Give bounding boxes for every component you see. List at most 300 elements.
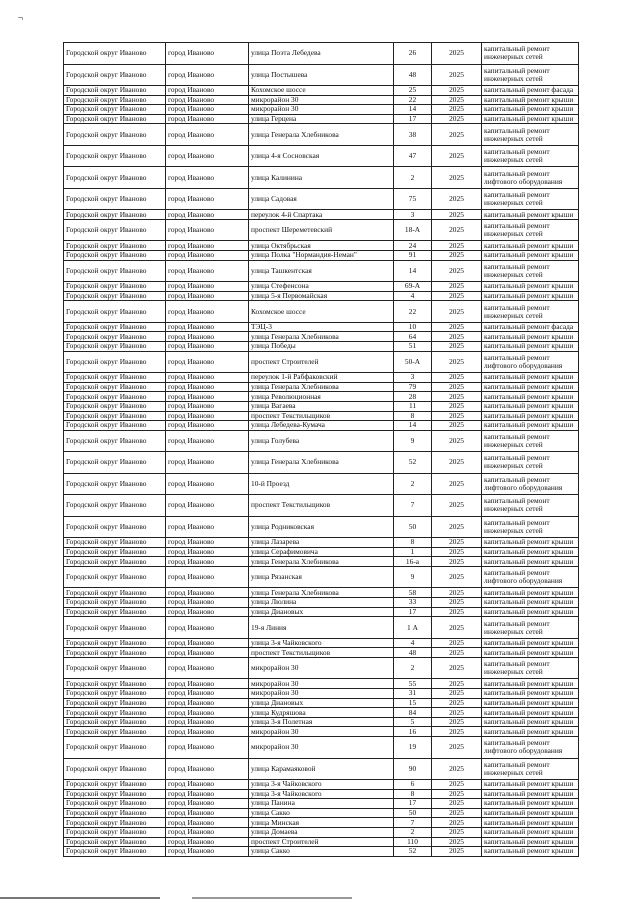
district-cell: Городской округ Иваново	[64, 114, 166, 124]
house-number-cell: 2	[394, 827, 432, 837]
year-cell: 2025	[432, 818, 482, 828]
city-cell: город Иваново	[166, 188, 249, 210]
street-cell: улица Рязанская	[249, 566, 394, 588]
city-cell: город Иваново	[166, 64, 249, 86]
table-row	[64, 698, 579, 708]
house-number-cell: 110	[394, 837, 432, 847]
city-cell: город Иваново	[166, 837, 249, 847]
district-cell: Городской округ Иваново	[64, 780, 166, 790]
district-cell: Городской округ Иваново	[64, 452, 166, 474]
street-cell: микрорайон 30	[249, 737, 394, 759]
table-row	[64, 351, 579, 373]
work-type-cell: капитальный ремонт крыши	[482, 598, 579, 608]
table-row	[64, 516, 579, 538]
street-cell: улица Кудряшова	[249, 708, 394, 718]
table-row	[64, 421, 579, 431]
street-cell: переулок 4-й Спартака	[249, 210, 394, 220]
district-cell: Городской округ Иваново	[64, 557, 166, 567]
table-row	[64, 322, 579, 332]
work-type-cell: капитальный ремонт лифтового оборудования	[482, 566, 579, 588]
table-row	[64, 411, 579, 421]
work-type-cell: капитальный ремонт лифтового оборудования	[482, 351, 579, 373]
year-cell: 2025	[432, 95, 482, 105]
year-cell: 2025	[432, 538, 482, 548]
house-number-cell: 3	[394, 210, 432, 220]
city-cell: город Иваново	[166, 495, 249, 517]
house-number-cell: 10	[394, 322, 432, 332]
house-number-cell: 17	[394, 607, 432, 617]
work-type-cell: капитальный ремонт инженерных сетей	[482, 43, 579, 65]
year-cell: 2025	[432, 516, 482, 538]
table-row	[64, 382, 579, 392]
street-cell: улица Вагаева	[249, 401, 394, 411]
year-cell: 2025	[432, 679, 482, 689]
work-type-cell: капитальный ремонт крыши	[482, 547, 579, 557]
street-cell: улица Победы	[249, 342, 394, 352]
table-row	[64, 737, 579, 759]
house-number-cell: 4	[394, 638, 432, 648]
district-cell: Городской округ Иваново	[64, 301, 166, 323]
work-type-cell: капитальный ремонт крыши	[482, 282, 579, 292]
city-cell: город Иваново	[166, 717, 249, 727]
work-type-cell: капитальный ремонт крыши	[482, 373, 579, 383]
table-row	[64, 598, 579, 608]
year-cell: 2025	[432, 114, 482, 124]
city-cell: город Иваново	[166, 210, 249, 220]
house-number-cell: 26	[394, 43, 432, 65]
district-cell: Городской округ Иваново	[64, 516, 166, 538]
work-type-cell: капитальный ремонт крыши	[482, 727, 579, 737]
table-row	[64, 588, 579, 598]
district-cell: Городской округ Иваново	[64, 219, 166, 241]
city-cell: город Иваново	[166, 322, 249, 332]
table-row	[64, 86, 579, 96]
district-cell: Городской округ Иваново	[64, 547, 166, 557]
table-row	[64, 648, 579, 658]
city-cell: город Иваново	[166, 708, 249, 718]
work-type-cell: капитальный ремонт крыши	[482, 210, 579, 220]
city-cell: город Иваново	[166, 342, 249, 352]
table-row	[64, 799, 579, 809]
city-cell: город Иваново	[166, 260, 249, 282]
district-cell: Городской округ Иваново	[64, 538, 166, 548]
house-number-cell: 15	[394, 698, 432, 708]
work-type-cell: капитальный ремонт крыши	[482, 818, 579, 828]
house-number-cell: 18-А	[394, 219, 432, 241]
work-type-cell: капитальный ремонт крыши	[482, 557, 579, 567]
district-cell: Городской округ Иваново	[64, 64, 166, 86]
house-number-cell: 50	[394, 808, 432, 818]
year-cell: 2025	[432, 105, 482, 115]
table-row	[64, 495, 579, 517]
street-cell: улица Родниковская	[249, 516, 394, 538]
year-cell: 2025	[432, 607, 482, 617]
city-cell: город Иваново	[166, 516, 249, 538]
district-cell: Городской округ Иваново	[64, 717, 166, 727]
district-cell: Городской округ Иваново	[64, 411, 166, 421]
district-cell: Городской округ Иваново	[64, 332, 166, 342]
city-cell: город Иваново	[166, 473, 249, 495]
district-cell: Городской округ Иваново	[64, 789, 166, 799]
street-cell: улица Полка "Нормандия-Неман"	[249, 251, 394, 261]
street-cell: проспект Текстильщиков	[249, 648, 394, 658]
street-cell: улица Герцена	[249, 114, 394, 124]
work-type-cell: капитальный ремонт крыши	[482, 95, 579, 105]
work-type-cell: капитальный ремонт лифтового оборудования	[482, 473, 579, 495]
district-cell: Городской округ Иваново	[64, 251, 166, 261]
street-cell: улица Лазарева	[249, 538, 394, 548]
year-cell: 2025	[432, 188, 482, 210]
street-cell: улица Генерала Хлебникова	[249, 332, 394, 342]
year-cell: 2025	[432, 557, 482, 567]
district-cell: Городской округ Иваново	[64, 373, 166, 383]
street-cell: улица Октябрьская	[249, 241, 394, 251]
city-cell: город Иваново	[166, 241, 249, 251]
street-cell: Кохомское шоссе	[249, 86, 394, 96]
street-cell: улица Минская	[249, 818, 394, 828]
work-type-cell: капитальный ремонт инженерных сетей	[482, 452, 579, 474]
city-cell: город Иваново	[166, 251, 249, 261]
district-cell: Городской округ Иваново	[64, 847, 166, 857]
work-type-cell: капитальный ремонт крыши	[482, 698, 579, 708]
street-cell: улица Садовая	[249, 188, 394, 210]
year-cell: 2025	[432, 86, 482, 96]
street-cell: улица Калинина	[249, 167, 394, 189]
work-type-cell: капитальный ремонт инженерных сетей	[482, 219, 579, 241]
year-cell: 2025	[432, 282, 482, 292]
work-type-cell: капитальный ремонт инженерных сетей	[482, 758, 579, 780]
street-cell: улица Сакко	[249, 847, 394, 857]
house-number-cell: 50	[394, 516, 432, 538]
street-cell: улица Сакко	[249, 808, 394, 818]
table-row	[64, 167, 579, 189]
work-type-cell: капитальный ремонт крыши	[482, 837, 579, 847]
house-number-cell: 69-А	[394, 282, 432, 292]
district-cell: Городской округ Иваново	[64, 124, 166, 146]
city-cell: город Иваново	[166, 827, 249, 837]
district-cell: Городской округ Иваново	[64, 145, 166, 167]
street-cell: улица Люлина	[249, 598, 394, 608]
house-number-cell: 17	[394, 114, 432, 124]
city-cell: город Иваново	[166, 43, 249, 65]
work-type-cell: капитальный ремонт крыши	[482, 717, 579, 727]
street-cell: улица Диановых	[249, 698, 394, 708]
house-number-cell: 50-А	[394, 351, 432, 373]
street-cell: улица Поэта Лебедева	[249, 43, 394, 65]
table-row	[64, 708, 579, 718]
street-cell: проспект Строителей	[249, 351, 394, 373]
year-cell: 2025	[432, 648, 482, 658]
table-row	[64, 260, 579, 282]
house-number-cell: 55	[394, 679, 432, 689]
city-cell: город Иваново	[166, 145, 249, 167]
year-cell: 2025	[432, 43, 482, 65]
house-number-cell: 84	[394, 708, 432, 718]
work-type-cell: капитальный ремонт крыши	[482, 689, 579, 699]
district-cell: Городской округ Иваново	[64, 818, 166, 828]
year-cell: 2025	[432, 737, 482, 759]
house-number-cell: 17	[394, 799, 432, 809]
house-number-cell: 64	[394, 332, 432, 342]
work-type-cell: капитальный ремонт крыши	[482, 679, 579, 689]
year-cell: 2025	[432, 638, 482, 648]
table-row	[64, 114, 579, 124]
table-row	[64, 780, 579, 790]
table-row	[64, 566, 579, 588]
house-number-cell: 52	[394, 452, 432, 474]
house-number-cell: 1	[394, 547, 432, 557]
table-row	[64, 547, 579, 557]
table-row	[64, 808, 579, 818]
city-cell: город Иваново	[166, 808, 249, 818]
year-cell: 2025	[432, 808, 482, 818]
district-cell: Городской округ Иваново	[64, 210, 166, 220]
work-type-cell: капитальный ремонт крыши	[482, 291, 579, 301]
street-cell: проспект Шереметевский	[249, 219, 394, 241]
street-cell: микрорайон 30	[249, 727, 394, 737]
table-row	[64, 124, 579, 146]
street-cell: проспект Текстильщиков	[249, 495, 394, 517]
table-row	[64, 64, 579, 86]
house-number-cell: 24	[394, 241, 432, 251]
year-cell: 2025	[432, 566, 482, 588]
work-type-cell: капитальный ремонт инженерных сетей	[482, 124, 579, 146]
year-cell: 2025	[432, 241, 482, 251]
city-cell: город Иваново	[166, 557, 249, 567]
table-row	[64, 43, 579, 65]
house-number-cell: 4	[394, 291, 432, 301]
house-number-cell: 48	[394, 64, 432, 86]
work-type-cell: капитальный ремонт лифтового оборудования	[482, 737, 579, 759]
table-row	[64, 291, 579, 301]
year-cell: 2025	[432, 837, 482, 847]
district-cell: Городской округ Иваново	[64, 737, 166, 759]
street-cell: улица Серафимовича	[249, 547, 394, 557]
work-type-cell: капитальный ремонт крыши	[482, 401, 579, 411]
house-number-cell: 1 А	[394, 617, 432, 639]
street-cell: улица Голубева	[249, 430, 394, 452]
year-cell: 2025	[432, 301, 482, 323]
work-type-cell: капитальный ремонт крыши	[482, 588, 579, 598]
city-cell: город Иваново	[166, 727, 249, 737]
house-number-cell: 33	[394, 598, 432, 608]
table-row	[64, 679, 579, 689]
street-cell: микрорайон 30	[249, 689, 394, 699]
district-cell: Городской округ Иваново	[64, 241, 166, 251]
district-cell: Городской округ Иваново	[64, 698, 166, 708]
house-number-cell: 2	[394, 657, 432, 679]
district-cell: Городской округ Иваново	[64, 648, 166, 658]
year-cell: 2025	[432, 727, 482, 737]
house-number-cell: 22	[394, 95, 432, 105]
city-cell: город Иваново	[166, 219, 249, 241]
year-cell: 2025	[432, 689, 482, 699]
district-cell: Городской округ Иваново	[64, 607, 166, 617]
work-type-cell: капитальный ремонт крыши	[482, 847, 579, 857]
city-cell: город Иваново	[166, 373, 249, 383]
city-cell: город Иваново	[166, 105, 249, 115]
city-cell: город Иваново	[166, 780, 249, 790]
year-cell: 2025	[432, 657, 482, 679]
district-cell: Городской округ Иваново	[64, 808, 166, 818]
house-number-cell: 48	[394, 648, 432, 658]
city-cell: город Иваново	[166, 351, 249, 373]
year-cell: 2025	[432, 401, 482, 411]
street-cell: улица Ташкентская	[249, 260, 394, 282]
year-cell: 2025	[432, 495, 482, 517]
table-row	[64, 657, 579, 679]
year-cell: 2025	[432, 708, 482, 718]
house-number-cell: 2	[394, 473, 432, 495]
table-row	[64, 219, 579, 241]
district-cell: Городской округ Иваново	[64, 758, 166, 780]
table-row	[64, 401, 579, 411]
district-cell: Городской округ Иваново	[64, 827, 166, 837]
table-row	[64, 373, 579, 383]
district-cell: Городской округ Иваново	[64, 43, 166, 65]
district-cell: Городской округ Иваново	[64, 105, 166, 115]
table-row	[64, 473, 579, 495]
city-cell: город Иваново	[166, 737, 249, 759]
year-cell: 2025	[432, 847, 482, 857]
year-cell: 2025	[432, 617, 482, 639]
table-row	[64, 717, 579, 727]
work-type-cell: капитальный ремонт крыши	[482, 827, 579, 837]
year-cell: 2025	[432, 588, 482, 598]
table-body	[64, 43, 579, 857]
table-row	[64, 332, 579, 342]
year-cell: 2025	[432, 167, 482, 189]
city-cell: город Иваново	[166, 847, 249, 857]
work-type-cell: капитальный ремонт фасада	[482, 322, 579, 332]
district-cell: Городской округ Иваново	[64, 86, 166, 96]
work-type-cell: капитальный ремонт фасада	[482, 86, 579, 96]
house-number-cell: 47	[394, 145, 432, 167]
street-cell: ТЭЦ-3	[249, 322, 394, 332]
work-type-cell: капитальный ремонт инженерных сетей	[482, 516, 579, 538]
house-number-cell: 14	[394, 260, 432, 282]
house-number-cell: 25	[394, 86, 432, 96]
work-type-cell: капитальный ремонт крыши	[482, 382, 579, 392]
table-row	[64, 789, 579, 799]
work-type-cell: капитальный ремонт лифтового оборудования	[482, 167, 579, 189]
year-cell: 2025	[432, 210, 482, 220]
year-cell: 2025	[432, 64, 482, 86]
work-type-cell: капитальный ремонт крыши	[482, 708, 579, 718]
district-cell: Городской округ Иваново	[64, 588, 166, 598]
table-row	[64, 847, 579, 857]
year-cell: 2025	[432, 260, 482, 282]
house-number-cell: 52	[394, 847, 432, 857]
house-number-cell: 16-а	[394, 557, 432, 567]
work-type-cell: капитальный ремонт крыши	[482, 808, 579, 818]
house-number-cell: 8	[394, 789, 432, 799]
year-cell: 2025	[432, 717, 482, 727]
street-cell: улица Генерала Хлебникова	[249, 124, 394, 146]
district-cell: Городской округ Иваново	[64, 430, 166, 452]
work-type-cell: капитальный ремонт крыши	[482, 251, 579, 261]
district-cell: Городской округ Иваново	[64, 382, 166, 392]
city-cell: город Иваново	[166, 382, 249, 392]
house-number-cell: 16	[394, 727, 432, 737]
city-cell: город Иваново	[166, 789, 249, 799]
table-row	[64, 301, 579, 323]
table-row	[64, 727, 579, 737]
district-cell: Городской округ Иваново	[64, 837, 166, 847]
street-cell: улица 3-я Полетная	[249, 717, 394, 727]
table-row	[64, 617, 579, 639]
work-type-cell: капитальный ремонт крыши	[482, 638, 579, 648]
district-cell: Городской округ Иваново	[64, 351, 166, 373]
work-type-cell: капитальный ремонт крыши	[482, 421, 579, 431]
table-row	[64, 538, 579, 548]
table-row	[64, 282, 579, 292]
district-cell: Городской округ Иваново	[64, 95, 166, 105]
table-row	[64, 689, 579, 699]
city-cell: город Иваново	[166, 638, 249, 648]
house-number-cell: 9	[394, 566, 432, 588]
street-cell: микрорайон 30	[249, 657, 394, 679]
work-type-cell: капитальный ремонт крыши	[482, 332, 579, 342]
work-type-cell: капитальный ремонт инженерных сетей	[482, 301, 579, 323]
street-cell: улица Стефенсона	[249, 282, 394, 292]
street-cell: микрорайон 30	[249, 105, 394, 115]
year-cell: 2025	[432, 789, 482, 799]
house-number-cell: 8	[394, 411, 432, 421]
street-cell: переулок 1-й Рабфаковский	[249, 373, 394, 383]
table-row	[64, 210, 579, 220]
table-row	[64, 241, 579, 251]
street-cell: 10-й Проезд	[249, 473, 394, 495]
work-type-cell: капитальный ремонт инженерных сетей	[482, 430, 579, 452]
work-type-cell: капитальный ремонт крыши	[482, 342, 579, 352]
district-cell: Городской округ Иваново	[64, 657, 166, 679]
district-cell: Городской округ Иваново	[64, 291, 166, 301]
street-cell: Кохомское шоссе	[249, 301, 394, 323]
year-cell: 2025	[432, 392, 482, 402]
table-row	[64, 607, 579, 617]
year-cell: 2025	[432, 452, 482, 474]
table-row	[64, 557, 579, 567]
year-cell: 2025	[432, 698, 482, 708]
street-cell: улица 5-я Первомайская	[249, 291, 394, 301]
district-cell: Городской округ Иваново	[64, 566, 166, 588]
city-cell: город Иваново	[166, 598, 249, 608]
district-cell: Городской округ Иваново	[64, 679, 166, 689]
table-row	[64, 827, 579, 837]
district-cell: Городской округ Иваново	[64, 799, 166, 809]
city-cell: город Иваново	[166, 538, 249, 548]
work-type-cell: капитальный ремонт инженерных сетей	[482, 617, 579, 639]
work-type-cell: капитальный ремонт крыши	[482, 799, 579, 809]
street-cell: улица 3-я Чайковского	[249, 638, 394, 648]
year-cell: 2025	[432, 411, 482, 421]
city-cell: город Иваново	[166, 679, 249, 689]
year-cell: 2025	[432, 827, 482, 837]
city-cell: город Иваново	[166, 547, 249, 557]
district-cell: Городской округ Иваново	[64, 260, 166, 282]
table-row	[64, 837, 579, 847]
street-cell: улица Генерала Хлебникова	[249, 452, 394, 474]
year-cell: 2025	[432, 145, 482, 167]
table-row	[64, 188, 579, 210]
house-number-cell: 3	[394, 373, 432, 383]
city-cell: город Иваново	[166, 401, 249, 411]
table-row	[64, 638, 579, 648]
house-number-cell: 8	[394, 538, 432, 548]
street-cell: улица Домаева	[249, 827, 394, 837]
work-type-cell: капитальный ремонт крыши	[482, 648, 579, 658]
